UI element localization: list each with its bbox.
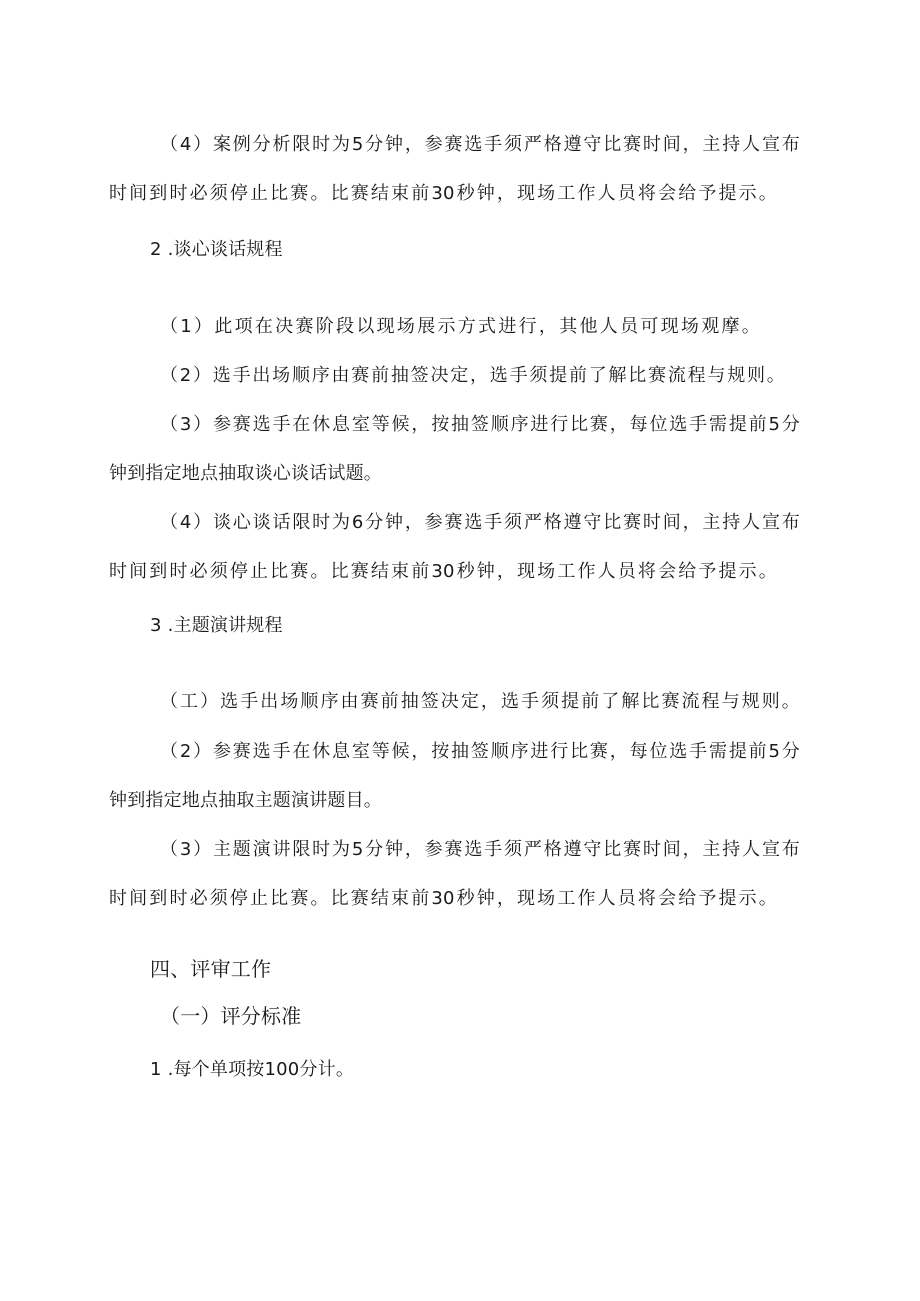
section-heart-talk-rules: 2 .谈心谈话规程 bbox=[150, 239, 283, 260]
para-heart-talk-2: （2）选手出场顺序由赛前抽签决定，选手须提前了解比赛流程与规则。 bbox=[160, 365, 785, 386]
para-speech-3-line2: 时间到时必须停止比赛。比赛结束前30秒钟，现场工作人员将会给予提示。 bbox=[109, 888, 777, 909]
para-speech-2-line1: （2）参赛选手在休息室等候，按抽签顺序进行比赛，每位选手需提前5分 bbox=[160, 741, 800, 762]
para-case-analysis-time-line1: （4）案例分析限时为5分钟，参赛选手须严格遵守比赛时间，主持人宣布 bbox=[160, 134, 800, 155]
para-speech-3-line1: （3）主题演讲限时为5分钟，参赛选手须严格遵守比赛时间，主持人宣布 bbox=[160, 839, 800, 860]
para-heart-talk-1: （1）此项在决赛阶段以现场展示方式进行，其他人员可现场观摩。 bbox=[160, 316, 760, 337]
para-heart-talk-3-line2: 钟到指定地点抽取谈心谈话试题。 bbox=[109, 463, 382, 484]
para-scoring-100: 1 .每个单项按100分计。 bbox=[150, 1059, 355, 1080]
section-review-work: 四、评审工作 bbox=[150, 957, 272, 981]
para-speech-2-line2: 钟到指定地点抽取主题演讲题目。 bbox=[109, 790, 382, 811]
para-speech-1: （工）选手出场顺序由赛前抽签决定，选手须提前了解比赛流程与规则。 bbox=[160, 691, 800, 712]
para-heart-talk-4-line2: 时间到时必须停止比赛。比赛结束前30秒钟，现场工作人员将会给予提示。 bbox=[109, 561, 777, 582]
section-speech-rules: 3 .主题演讲规程 bbox=[150, 615, 283, 636]
para-case-analysis-time-line2: 时间到时必须停止比赛。比赛结束前30秒钟，现场工作人员将会给予提示。 bbox=[109, 183, 777, 204]
subsection-scoring-criteria: （一）评分标准 bbox=[160, 1004, 302, 1028]
para-heart-talk-3-line1: （3）参赛选手在休息室等候，按抽签顺序进行比赛，每位选手需提前5分 bbox=[160, 414, 800, 435]
para-heart-talk-4-line1: （4）谈心谈话限时为6分钟，参赛选手须严格遵守比赛时间，主持人宣布 bbox=[160, 512, 800, 533]
